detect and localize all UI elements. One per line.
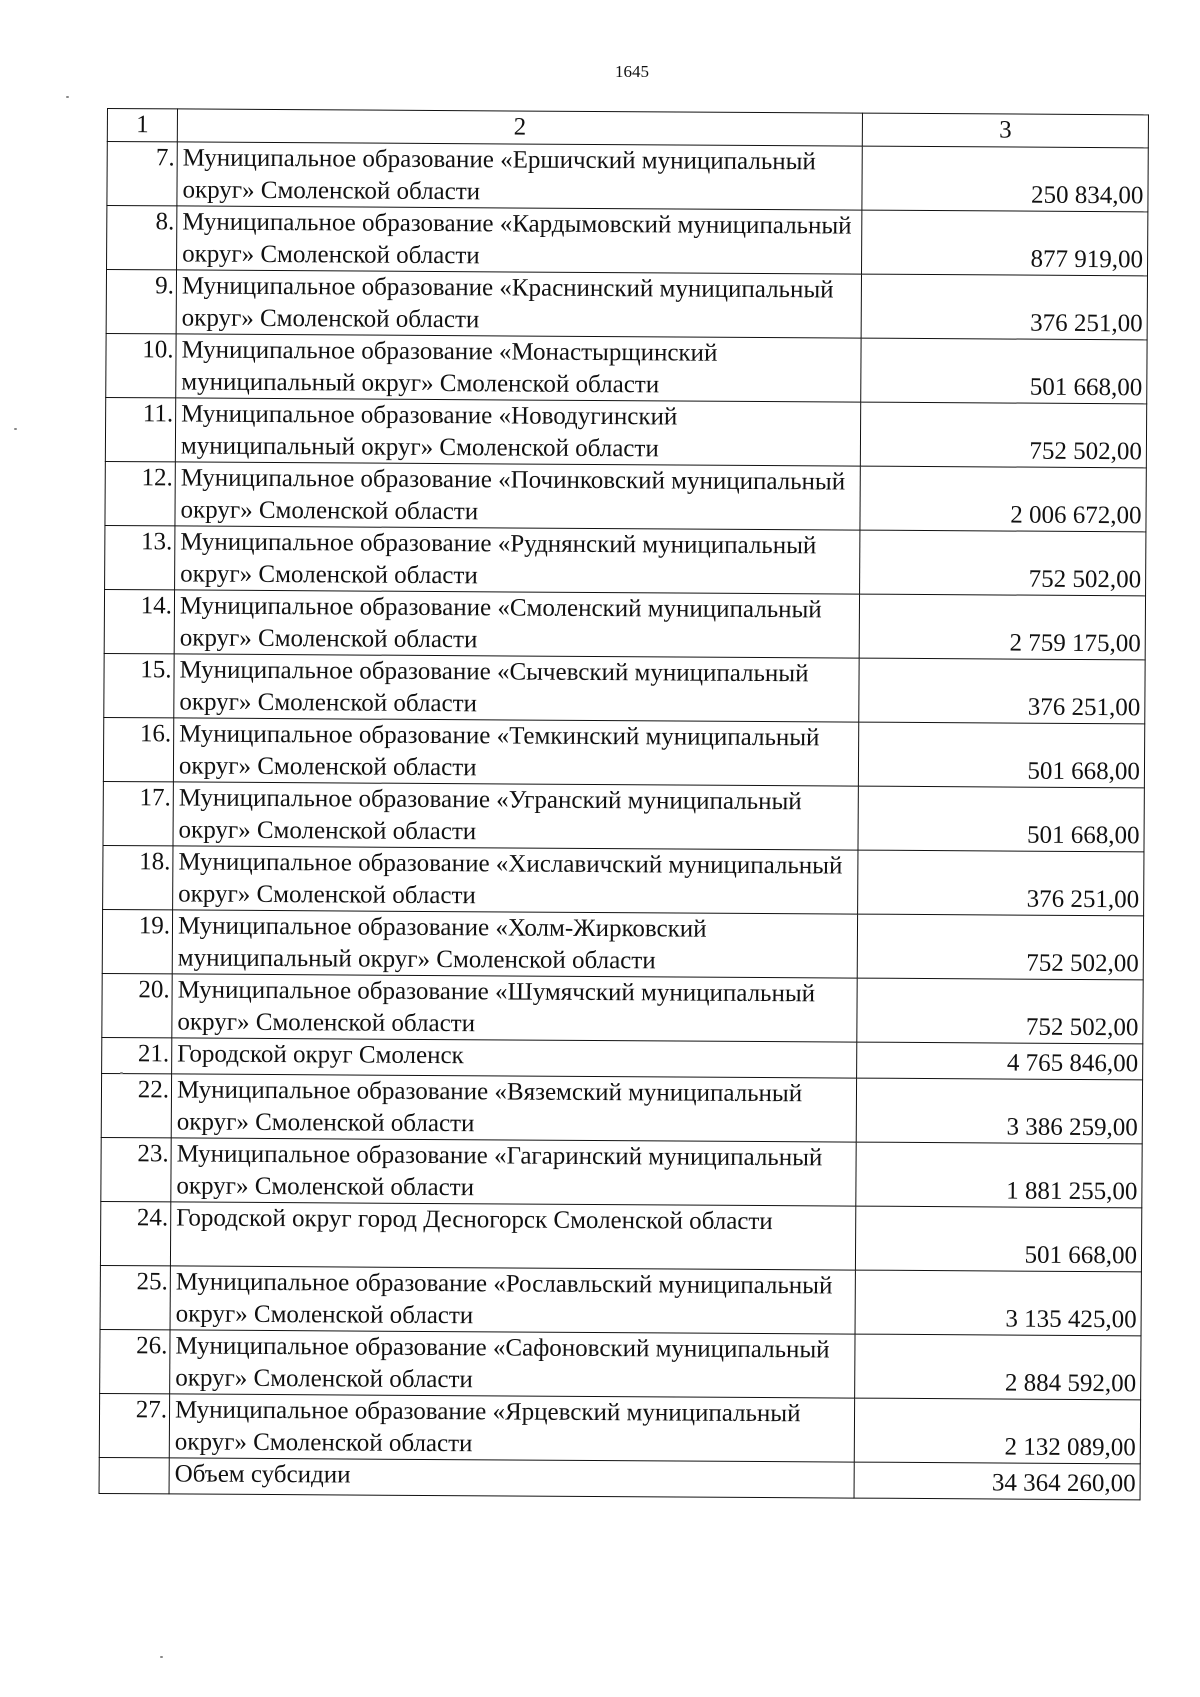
municipality-name: Муниципальное образование «Ершичский муниципальный округ» Смоленской области [177, 142, 862, 210]
table-row [105, 525, 1146, 595]
table-row [103, 781, 1144, 851]
row-number: 24. [100, 1201, 170, 1265]
table-row [106, 333, 1147, 403]
scan-speck [14, 428, 17, 430]
subsidy-amount: 752 502,00 [857, 914, 1143, 980]
row-number: 16. [103, 717, 173, 781]
subsidy-amount: 3 386 259,00 [856, 1078, 1142, 1144]
subsidy-amount: 2 132 089,00 [854, 1398, 1140, 1464]
row-number: 20. [102, 973, 172, 1037]
row-number: 13. [105, 525, 175, 589]
table-row [104, 589, 1145, 659]
row-number: 7. [107, 142, 177, 206]
subsidy-amount: 501 668,00 [861, 338, 1147, 404]
municipality-name: Муниципальное образование «Руднянский муниципальный округ» Смоленской области [175, 526, 860, 594]
subsidy-amount: 501 668,00 [855, 1206, 1141, 1272]
subsidy-amount: 752 502,00 [860, 530, 1146, 596]
subsidy-amount: 376 251,00 [861, 274, 1147, 340]
subsidy-amount: 877 919,00 [861, 210, 1147, 276]
subsidy-amount: 4 765 846,00 [857, 1042, 1143, 1080]
subsidy-amount: 250 834,00 [862, 146, 1148, 212]
row-number: 19. [102, 909, 172, 973]
subsidy-table [99, 108, 1149, 1500]
municipality-name: Муниципальное образование «Починковский муниципальный округ» Смоленской области [175, 462, 860, 530]
subsidy-amount: 3 135 425,00 [855, 1270, 1141, 1336]
table-row [106, 270, 1147, 340]
table-row [102, 973, 1143, 1043]
municipality-name: Муниципальное образование «Темкинский муниципальный округ» Смоленской области [173, 718, 858, 786]
municipality-name: Муниципальное образование «Рославльский муниципальный округ» Смоленской области [170, 1266, 855, 1334]
table-row [105, 397, 1146, 467]
table-row [99, 1393, 1140, 1463]
row-number: 22. [101, 1073, 171, 1137]
table-row [100, 1329, 1141, 1399]
table-row [107, 142, 1148, 212]
row-number: 23. [101, 1137, 171, 1201]
table-body [99, 142, 1148, 1464]
subsidy-amount: 501 668,00 [858, 786, 1144, 852]
subsidy-amount: 2 884 592,00 [855, 1334, 1141, 1400]
municipality-name: Городской округ город Десногорск Смоленской области [170, 1202, 855, 1270]
municipality-name: Муниципальное образование «Монастырщинский муниципальный округ» Смоленской области [176, 334, 861, 402]
row-number: 18. [103, 845, 173, 909]
table-row [100, 1265, 1141, 1335]
municipality-name: Городской округ Смоленск [172, 1038, 857, 1078]
scan-speck [160, 1656, 163, 1658]
municipality-name: Муниципальное образование «Кардымовский муниципальный округ» Смоленской области [177, 206, 862, 274]
row-number: 9. [106, 270, 176, 334]
total-amount: 34 364 260,00 [854, 1462, 1140, 1500]
column-header-number: 1 [107, 109, 177, 142]
municipality-name: Муниципальное образование «Угранский муниципальный округ» Смоленской области [173, 782, 858, 850]
column-header-amount: 3 [862, 113, 1148, 148]
municipality-name: Муниципальное образование «Шумячский муниципальный округ» Смоленской области [172, 974, 857, 1042]
row-number: 17. [103, 781, 173, 845]
row-number: 14. [104, 589, 174, 653]
row-number: 10. [106, 333, 176, 397]
subsidy-amount: 2 759 175,00 [859, 594, 1145, 660]
municipality-name: Муниципальное образование «Смоленский муниципальный округ» Смоленской области [174, 590, 859, 658]
row-number: 12. [105, 461, 175, 525]
row-number: 11. [105, 397, 175, 461]
subsidy-amount: 1 881 255,00 [856, 1142, 1142, 1208]
row-number: 21. [102, 1037, 172, 1073]
table-row [101, 1073, 1142, 1143]
row-number: 8. [107, 206, 177, 270]
scan-speck [66, 96, 69, 98]
table-row [107, 206, 1148, 276]
municipality-name: Муниципальное образование «Хиславичский муниципальный округ» Смоленской области [173, 846, 858, 914]
subsidy-amount: 2 006 672,00 [860, 466, 1146, 532]
table-row [102, 909, 1143, 979]
subsidy-amount: 376 251,00 [858, 850, 1144, 916]
scan-speck [120, 1072, 123, 1074]
table-row [103, 845, 1144, 915]
municipality-name: Муниципальное образование «Сафоновский муниципальный округ» Смоленской области [170, 1330, 855, 1398]
municipality-name: Муниципальное образование «Краснинский муниципальный округ» Смоленской области [176, 270, 861, 338]
municipality-name: Муниципальное образование «Новодугинский муниципальный округ» Смоленской области [175, 398, 860, 466]
row-number: 27. [99, 1393, 169, 1457]
row-number: 26. [100, 1329, 170, 1393]
column-header-name: 2 [177, 109, 862, 146]
row-number: 15. [104, 653, 174, 717]
total-number-cell [99, 1457, 169, 1493]
table-row [105, 461, 1146, 531]
table-row [101, 1137, 1142, 1207]
table-row [103, 717, 1144, 787]
municipality-name: Муниципальное образование «Гагаринский муниципальный округ» Смоленской области [171, 1138, 856, 1206]
table-row [104, 653, 1145, 723]
municipality-name: Муниципальное образование «Вяземский муниципальный округ» Смоленской области [171, 1074, 856, 1142]
subsidy-amount: 752 502,00 [860, 402, 1146, 468]
subsidy-amount: 752 502,00 [857, 978, 1143, 1044]
municipality-name: Муниципальное образование «Холм-Жирковский муниципальный округ» Смоленской области [172, 910, 857, 978]
total-row [99, 1457, 1140, 1499]
table-row [100, 1201, 1141, 1271]
municipality-name: Муниципальное образование «Сычевский муниципальный округ» Смоленской области [174, 654, 859, 722]
total-label: Объем субсидии [169, 1458, 854, 1498]
page-number: 1645 [615, 62, 649, 81]
municipality-name: Муниципальное образование «Ярцевский муниципальный округ» Смоленской области [169, 1394, 854, 1462]
subsidy-amount: 376 251,00 [859, 658, 1145, 724]
row-number: 25. [100, 1265, 170, 1329]
subsidy-amount: 501 668,00 [858, 722, 1144, 788]
